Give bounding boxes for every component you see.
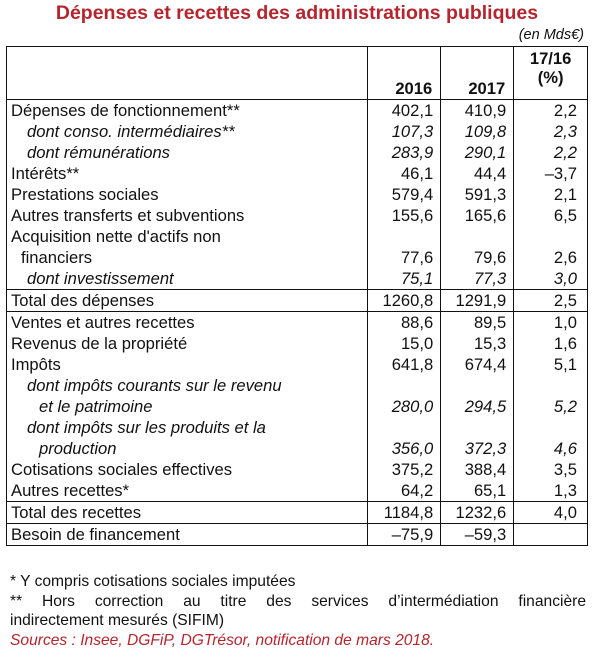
value-pct: 2,3 (514, 121, 588, 142)
table-row (7, 268, 588, 290)
table-row (7, 459, 588, 480)
value-2016: 155,6 (368, 205, 441, 226)
header-pct-line1: 17/16 (529, 49, 572, 68)
value-pct: –3,7 (514, 163, 588, 184)
table-row (7, 184, 588, 205)
row-label (7, 205, 368, 226)
value-2016: 283,9 (368, 142, 441, 163)
value-2017: 591,3 (441, 184, 514, 205)
table-row (7, 142, 588, 163)
value-2016: 15,0 (368, 333, 441, 354)
value-pct: 3,0 (514, 268, 588, 290)
value-2016: 88,6 (368, 312, 441, 334)
data-table (6, 46, 588, 546)
note-sifim-line1: ** Hors correction au titre des services d’intermédiation financière (10, 592, 586, 610)
value-pct: 1,3 (514, 480, 588, 502)
note-imputees: * Y compris cotisations sociales imputées (10, 573, 296, 590)
row-label-line1: Autres recettes* (11, 481, 130, 500)
row-label-line1: Impôts (11, 355, 61, 374)
value-pct: 4,6 (514, 417, 588, 459)
value-2016: 46,1 (368, 163, 441, 184)
value-2017: 89,5 (441, 312, 514, 334)
row-label (7, 502, 368, 524)
table-body (7, 100, 588, 546)
row-label (7, 524, 368, 546)
row-label-line1: Besoin de financement (11, 525, 180, 544)
table-row (7, 163, 588, 184)
value-2016: 375,2 (368, 459, 441, 480)
value-pct: 4,0 (514, 502, 588, 524)
row-label-line2: production (39, 439, 117, 458)
table-row (7, 290, 588, 312)
row-label (7, 268, 368, 290)
row-label (7, 184, 368, 205)
row-label (7, 163, 368, 184)
table-row (7, 375, 588, 417)
value-2017: 79,6 (441, 226, 514, 268)
value-pct: 3,5 (514, 459, 588, 480)
table-row (7, 100, 588, 122)
value-2016: 77,6 (368, 226, 441, 268)
row-label (7, 459, 368, 480)
value-2016: 356,0 (368, 417, 441, 459)
value-pct: 2,2 (514, 100, 588, 122)
value-2017: 165,6 (441, 205, 514, 226)
row-label (7, 333, 368, 354)
row-label (7, 417, 368, 459)
header-pct (514, 47, 588, 100)
row-label-line1: dont impôts sur les produits et la (27, 418, 266, 437)
table-row (7, 480, 588, 502)
table-row (7, 354, 588, 375)
value-2017: 15,3 (441, 333, 514, 354)
value-2017: 77,3 (441, 268, 514, 290)
row-label-line1: Autres transferts et subventions (11, 206, 245, 225)
value-2017: 410,9 (441, 100, 514, 122)
sources-line: Sources : Insee, DGFiP, DGTrésor, notification de mars 2018. (10, 631, 435, 649)
table-row (7, 205, 588, 226)
value-pct: 1,0 (514, 312, 588, 334)
value-2017: 388,4 (441, 459, 514, 480)
header-pct-line2: (%) (537, 68, 564, 87)
value-2016: 1260,8 (368, 290, 441, 312)
header-row (7, 47, 588, 100)
value-pct: 1,6 (514, 333, 588, 354)
value-pct: 2,2 (514, 142, 588, 163)
value-2017: 1232,6 (441, 502, 514, 524)
row-label (7, 312, 368, 334)
value-pct: 5,1 (514, 354, 588, 375)
row-label-line1: Dépenses de fonctionnement** (11, 101, 240, 120)
table-row (7, 312, 588, 334)
table-row (7, 333, 588, 354)
value-2016: 402,1 (368, 100, 441, 122)
value-2016: 107,3 (368, 121, 441, 142)
row-label-line1: Revenus de la propriété (11, 334, 188, 353)
row-label (7, 142, 368, 163)
row-label-line1: dont rémunérations (27, 143, 170, 162)
header-2017: 2017 (441, 47, 514, 100)
value-2017: 674,4 (441, 354, 514, 375)
row-label-line1: Cotisations sociales effectives (11, 460, 233, 479)
row-label (7, 290, 368, 312)
row-label-line1: Prestations sociales (11, 185, 159, 204)
table-row (7, 417, 588, 459)
value-2016: –75,9 (368, 524, 441, 546)
value-2016: 579,4 (368, 184, 441, 205)
table-title: Dépenses et recettes des administrations publiques (55, 2, 539, 24)
header-2016: 2016 (368, 47, 441, 100)
value-pct (514, 524, 588, 546)
note-sifim-line2: indirectement mesurés (SIFIM) (10, 612, 225, 629)
row-label (7, 121, 368, 142)
value-2017: 372,3 (441, 417, 514, 459)
row-label-line1: Total des recettes (11, 503, 142, 522)
row-label (7, 354, 368, 375)
row-label (7, 480, 368, 502)
value-2016: 64,2 (368, 480, 441, 502)
row-label-line1: Intérêts** (11, 164, 80, 183)
value-2017: 1291,9 (441, 290, 514, 312)
row-label-line1: Acquisition nette d'actifs non (11, 227, 221, 246)
row-label-line1: Ventes et autres recettes (11, 313, 195, 332)
value-pct: 2,6 (514, 226, 588, 268)
value-2016: 280,0 (368, 375, 441, 417)
value-2017: 65,1 (441, 480, 514, 502)
value-pct: 6,5 (514, 205, 588, 226)
header-label-cell (7, 47, 368, 100)
row-label (7, 375, 368, 417)
value-pct: 2,1 (514, 184, 588, 205)
value-pct: 5,2 (514, 375, 588, 417)
value-2017: 44,4 (441, 163, 514, 184)
row-label-line2: et le patrimoine (39, 397, 153, 416)
value-2016: 641,8 (368, 354, 441, 375)
value-2017: 290,1 (441, 142, 514, 163)
value-2017: 294,5 (441, 375, 514, 417)
row-label-line1: dont investissement (27, 269, 174, 288)
row-label-line1: dont impôts courants sur le revenu (27, 376, 282, 395)
value-2016: 1184,8 (368, 502, 441, 524)
table-row (7, 524, 588, 546)
row-label (7, 100, 368, 122)
value-2017: –59,3 (441, 524, 514, 546)
value-2016: 75,1 (368, 268, 441, 290)
row-label-line2: financiers (21, 248, 93, 267)
row-label-line1: Total des dépenses (11, 291, 154, 310)
value-pct: 2,5 (514, 290, 588, 312)
table-row (7, 226, 588, 268)
table-row (7, 502, 588, 524)
table-row (7, 121, 588, 142)
notes (10, 572, 586, 650)
row-label (7, 226, 368, 268)
row-label-line1: dont conso. intermédiaires** (27, 122, 235, 141)
value-2017: 109,8 (441, 121, 514, 142)
unit-label: (en Mds€) (518, 27, 584, 43)
